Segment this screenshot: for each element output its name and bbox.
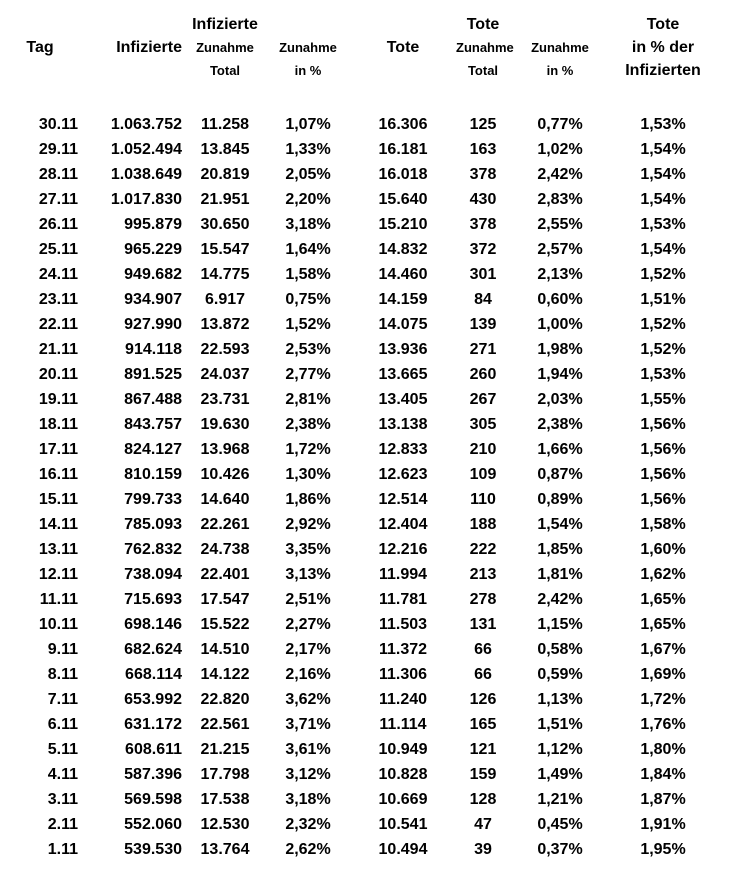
table-row (0, 637, 744, 662)
table-row (0, 437, 744, 462)
table-row (0, 362, 744, 387)
cell-infizierte-zunahme-total: 13.845 (200, 141, 250, 158)
table-row (0, 337, 744, 362)
cell-infizierte: 799.733 (124, 491, 182, 508)
cell-tote: 12.404 (378, 516, 428, 533)
cell-tote-prozent-der-infizierten: 1,72% (640, 691, 686, 708)
cell-tote: 11.114 (379, 716, 427, 733)
table-row (0, 512, 744, 537)
cell-tote-zunahme-prozent: 2,55% (537, 216, 583, 233)
cell-tote: 13.936 (378, 341, 428, 358)
cell-infizierte-zunahme-prozent: 3,12% (285, 766, 331, 783)
cell-infizierte-zunahme-prozent: 3,61% (285, 741, 331, 758)
cell-tote-zunahme-prozent: 1,21% (537, 791, 583, 808)
cell-tote-zunahme-total: 163 (469, 141, 497, 158)
header-infizierte-zunahme: Zunahme (196, 40, 254, 55)
cell-infizierte-zunahme-total: 17.798 (200, 766, 250, 783)
cell-infizierte-zunahme-prozent: 2,53% (285, 341, 331, 358)
cell-infizierte-zunahme-prozent: 0,75% (285, 291, 331, 308)
table-row (0, 462, 744, 487)
header-infizierte: Infizierte (116, 39, 182, 56)
cell-infizierte: 785.093 (124, 516, 182, 533)
cell-infizierte-zunahme-total: 30.650 (200, 216, 250, 233)
cell-tote-zunahme-total: 139 (469, 316, 497, 333)
cell-infizierte-zunahme-prozent: 3,62% (285, 691, 331, 708)
header-infizierte-zunahme-pct: Zunahme (279, 40, 337, 55)
cell-tote-zunahme-prozent: 2,42% (537, 166, 583, 183)
cell-tote-prozent-der-infizierten: 1,91% (640, 816, 686, 833)
cell-tote-zunahme-total: 378 (469, 216, 497, 233)
table-header (0, 13, 744, 82)
cell-tote: 14.075 (378, 316, 428, 333)
cell-infizierte-zunahme-prozent: 2,17% (285, 641, 331, 658)
cell-tote-zunahme-total: 47 (474, 816, 492, 833)
header-tote-pct-line1: Tote (646, 16, 680, 33)
cell-infizierte: 867.488 (124, 391, 182, 408)
cell-tote-zunahme-total: 159 (469, 766, 497, 783)
cell-tote-zunahme-total: 430 (469, 191, 497, 208)
cell-tote: 12.623 (378, 466, 428, 483)
table-row (0, 187, 744, 212)
cell-infizierte-zunahme-prozent: 3,35% (285, 541, 331, 558)
cell-tote-prozent-der-infizierten: 1,76% (640, 716, 686, 733)
cell-tote: 10.494 (378, 841, 428, 858)
cell-tote: 10.669 (378, 791, 428, 808)
cell-infizierte-zunahme-prozent: 2,27% (285, 616, 331, 633)
cell-tote-prozent-der-infizierten: 1,84% (640, 766, 686, 783)
table-body (0, 112, 744, 862)
cell-tote-zunahme-total: 210 (469, 441, 497, 458)
table-row (0, 787, 744, 812)
table-row (0, 537, 744, 562)
cell-tote-zunahme-total: 131 (469, 616, 497, 633)
cell-tote-zunahme-total: 165 (469, 716, 497, 733)
cell-tag: 10.11 (38, 616, 78, 633)
cell-tote-zunahme-prozent: 2,03% (537, 391, 583, 408)
cell-infizierte-zunahme-prozent: 1,30% (285, 466, 331, 483)
cell-tote-zunahme-prozent: 0,45% (537, 816, 583, 833)
cell-infizierte-zunahme-prozent: 1,07% (285, 116, 331, 133)
cell-tote: 15.640 (378, 191, 428, 208)
cell-tote-prozent-der-infizierten: 1,67% (640, 641, 686, 658)
cell-tote-zunahme-prozent: 1,51% (537, 716, 583, 733)
table-row (0, 712, 744, 737)
cell-tote: 11.240 (378, 691, 428, 708)
table-row (0, 237, 744, 262)
cell-tag: 24.11 (38, 266, 78, 283)
table-row (0, 562, 744, 587)
cell-infizierte: 843.757 (124, 416, 182, 433)
cell-infizierte: 552.060 (124, 816, 182, 833)
cell-tote-zunahme-total: 66 (474, 641, 492, 658)
cell-infizierte-zunahme-prozent: 2,51% (285, 591, 331, 608)
cell-tote-prozent-der-infizierten: 1,56% (640, 441, 686, 458)
cell-tote-zunahme-prozent: 0,60% (537, 291, 583, 308)
cell-infizierte-zunahme-total: 14.775 (200, 266, 250, 283)
cell-infizierte-zunahme-total: 22.261 (200, 516, 250, 533)
cell-tote-zunahme-prozent: 1,81% (537, 566, 583, 583)
cell-tote-zunahme-total: 66 (474, 666, 492, 683)
cell-infizierte-zunahme-total: 24.037 (200, 366, 250, 383)
cell-tote-zunahme-prozent: 2,13% (537, 266, 583, 283)
cell-infizierte-zunahme-prozent: 2,92% (285, 516, 331, 533)
cell-infizierte-zunahme-total: 14.122 (200, 666, 250, 683)
cell-infizierte: 949.682 (124, 266, 182, 283)
cell-infizierte-zunahme-prozent: 2,32% (285, 816, 331, 833)
cell-tote-zunahme-total: 378 (469, 166, 497, 183)
cell-infizierte-zunahme-prozent: 2,20% (285, 191, 331, 208)
cell-tag: 20.11 (38, 366, 78, 383)
cell-tote-zunahme-total: 128 (469, 791, 497, 808)
cell-infizierte-zunahme-total: 10.426 (200, 466, 250, 483)
cell-tote-prozent-der-infizierten: 1,56% (640, 466, 686, 483)
table-row (0, 137, 744, 162)
cell-tote-prozent-der-infizierten: 1,60% (640, 541, 686, 558)
table-row (0, 837, 744, 862)
cell-infizierte: 1.017.830 (110, 191, 182, 208)
cell-tote-prozent-der-infizierten: 1,51% (640, 291, 686, 308)
cell-tote-zunahme-total: 125 (469, 116, 497, 133)
cell-tote: 14.460 (378, 266, 428, 283)
cell-infizierte-zunahme-prozent: 2,62% (285, 841, 331, 858)
cell-tote-zunahme-prozent: 1,85% (537, 541, 583, 558)
cell-infizierte: 762.832 (124, 541, 182, 558)
cell-tag: 26.11 (38, 216, 78, 233)
header-tote-zunahme: Zunahme (456, 40, 514, 55)
cell-tote: 11.306 (378, 666, 428, 683)
cell-tote-prozent-der-infizierten: 1,54% (640, 141, 686, 158)
cell-infizierte-zunahme-total: 21.215 (200, 741, 250, 758)
cell-infizierte-zunahme-prozent: 1,64% (285, 241, 331, 258)
cell-tag: 25.11 (38, 241, 78, 258)
cell-tote-zunahme-prozent: 1,54% (537, 516, 583, 533)
cell-tote-zunahme-total: 260 (469, 366, 497, 383)
cell-infizierte-zunahme-total: 22.820 (200, 691, 250, 708)
cell-infizierte: 824.127 (124, 441, 182, 458)
cell-tote-zunahme-prozent: 1,15% (537, 616, 583, 633)
cell-tag: 2.11 (47, 816, 78, 833)
cell-infizierte: 608.611 (125, 741, 182, 758)
cell-tote-prozent-der-infizierten: 1,62% (640, 566, 686, 583)
header-tote-group: Tote (466, 16, 500, 33)
cell-tag: 23.11 (38, 291, 78, 308)
cell-tote: 14.832 (378, 241, 428, 258)
cell-tag: 16.11 (38, 466, 78, 483)
cell-infizierte-zunahme-total: 22.401 (200, 566, 250, 583)
cell-tote-zunahme-prozent: 1,02% (537, 141, 583, 158)
cell-tote: 15.210 (378, 216, 428, 233)
table-row (0, 312, 744, 337)
cell-tote: 11.372 (378, 641, 428, 658)
cell-tote-prozent-der-infizierten: 1,52% (640, 266, 686, 283)
cell-tote-zunahme-total: 271 (469, 341, 497, 358)
cell-tote-prozent-der-infizierten: 1,53% (640, 116, 686, 133)
cell-tote-prozent-der-infizierten: 1,52% (640, 316, 686, 333)
cell-infizierte: 715.693 (124, 591, 182, 608)
cell-tote-zunahme-total: 278 (469, 591, 497, 608)
cell-tote-zunahme-prozent: 1,00% (537, 316, 583, 333)
cell-infizierte-zunahme-total: 20.819 (200, 166, 250, 183)
cell-tag: 12.11 (38, 566, 78, 583)
cell-infizierte-zunahme-total: 11.258 (200, 116, 250, 133)
cell-tote: 13.138 (378, 416, 428, 433)
header-tag: Tag (26, 39, 54, 56)
cell-infizierte: 682.624 (124, 641, 182, 658)
cell-tote-prozent-der-infizierten: 1,65% (640, 616, 686, 633)
header-row-2 (0, 36, 744, 59)
cell-tote-zunahme-prozent: 0,37% (537, 841, 583, 858)
cell-tag: 19.11 (38, 391, 78, 408)
header-infizierte-group: Infizierte (192, 16, 258, 33)
cell-infizierte-zunahme-total: 21.951 (200, 191, 250, 208)
cell-tote: 12.514 (378, 491, 428, 508)
cell-tote-prozent-der-infizierten: 1,87% (640, 791, 686, 808)
cell-tote-zunahme-prozent: 2,83% (537, 191, 583, 208)
cell-infizierte-zunahme-total: 13.872 (200, 316, 250, 333)
cell-tag: 8.11 (47, 666, 78, 683)
cell-infizierte: 927.990 (124, 316, 182, 333)
cell-infizierte-zunahme-total: 23.731 (200, 391, 250, 408)
cell-tote: 10.541 (378, 816, 428, 833)
cell-tote-prozent-der-infizierten: 1,54% (640, 166, 686, 183)
cell-tote-prozent-der-infizierten: 1,54% (640, 191, 686, 208)
cell-tote-zunahme-prozent: 0,59% (537, 666, 583, 683)
table-row (0, 662, 744, 687)
cell-tag: 22.11 (38, 316, 78, 333)
cell-infizierte: 631.172 (124, 716, 182, 733)
cell-tote-zunahme-prozent: 0,58% (537, 641, 583, 658)
cell-tag: 21.11 (38, 341, 78, 358)
table-row (0, 212, 744, 237)
table-row (0, 387, 744, 412)
cell-tag: 15.11 (38, 491, 78, 508)
cell-tote-zunahme-total: 109 (469, 466, 497, 483)
cell-infizierte: 1.038.649 (110, 166, 182, 183)
cell-infizierte: 698.146 (124, 616, 182, 633)
cell-tag: 14.11 (38, 516, 78, 533)
cell-tote-zunahme-prozent: 0,87% (537, 466, 583, 483)
cell-tag: 1.11 (47, 841, 78, 858)
cell-infizierte: 539.530 (124, 841, 182, 858)
cell-tag: 6.11 (47, 716, 78, 733)
cell-tote-zunahme-prozent: 1,66% (537, 441, 583, 458)
cell-infizierte-zunahme-prozent: 1,72% (285, 441, 331, 458)
cell-infizierte-zunahme-prozent: 1,86% (285, 491, 331, 508)
cell-tote-zunahme-total: 301 (469, 266, 497, 283)
cell-tote-zunahme-prozent: 2,57% (537, 241, 583, 258)
table-row (0, 262, 744, 287)
cell-infizierte-zunahme-total: 15.522 (200, 616, 250, 633)
cell-infizierte-zunahme-total: 22.561 (200, 716, 250, 733)
cell-infizierte: 569.598 (124, 791, 182, 808)
cell-tote-zunahme-prozent: 1,12% (537, 741, 583, 758)
cell-infizierte-zunahme-prozent: 3,13% (285, 566, 331, 583)
cell-tote: 12.833 (378, 441, 428, 458)
cell-tote-zunahme-prozent: 2,42% (537, 591, 583, 608)
cell-tote-zunahme-prozent: 2,38% (537, 416, 583, 433)
cell-infizierte-zunahme-total: 12.530 (200, 816, 250, 833)
cell-tote-zunahme-total: 305 (469, 416, 497, 433)
cell-tote-prozent-der-infizierten: 1,56% (640, 416, 686, 433)
cell-tote-prozent-der-infizierten: 1,95% (640, 841, 686, 858)
cell-tote-prozent-der-infizierten: 1,56% (640, 491, 686, 508)
cell-tote-zunahme-prozent: 1,98% (537, 341, 583, 358)
cell-tote-zunahme-prozent: 1,49% (537, 766, 583, 783)
cell-tote: 13.405 (378, 391, 428, 408)
cell-infizierte: 810.159 (124, 466, 182, 483)
cell-tote: 10.828 (378, 766, 428, 783)
cell-tote-zunahme-total: 84 (474, 291, 492, 308)
cell-infizierte: 653.992 (124, 691, 182, 708)
table-row (0, 762, 744, 787)
header-row-1 (0, 13, 744, 36)
cell-tote: 11.503 (378, 616, 428, 633)
cell-infizierte-zunahme-total: 15.547 (200, 241, 250, 258)
cell-tote: 16.018 (378, 166, 428, 183)
cell-tote-zunahme-prozent: 1,13% (537, 691, 583, 708)
cell-infizierte-zunahme-total: 24.738 (200, 541, 250, 558)
cell-infizierte: 1.063.752 (110, 116, 182, 133)
cell-infizierte-zunahme-prozent: 1,33% (285, 141, 331, 158)
cell-infizierte: 891.525 (124, 366, 182, 383)
cell-infizierte: 587.396 (124, 766, 182, 783)
table-row (0, 487, 744, 512)
cell-tag: 18.11 (38, 416, 78, 433)
cell-infizierte-zunahme-prozent: 1,58% (285, 266, 331, 283)
cell-infizierte-zunahme-total: 14.640 (200, 491, 250, 508)
cell-tag: 3.11 (47, 791, 78, 808)
cell-tote: 11.994 (378, 566, 428, 583)
header-tote-zunahme-pct: Zunahme (531, 40, 589, 55)
cell-tote-zunahme-total: 188 (469, 516, 497, 533)
cell-infizierte: 965.229 (124, 241, 182, 258)
cell-tote-prozent-der-infizierten: 1,69% (640, 666, 686, 683)
cell-tote-zunahme-total: 126 (469, 691, 497, 708)
cell-tote: 12.216 (378, 541, 428, 558)
cell-tote-zunahme-total: 222 (469, 541, 497, 558)
cell-infizierte-zunahme-prozent: 2,38% (285, 416, 331, 433)
cell-infizierte-zunahme-total: 13.968 (200, 441, 250, 458)
cell-infizierte: 914.118 (125, 341, 182, 358)
table-row (0, 612, 744, 637)
cell-infizierte-zunahme-total: 17.547 (200, 591, 250, 608)
cell-tote-zunahme-total: 39 (474, 841, 492, 858)
header-infizierte-zunahme-total: Total (209, 63, 241, 78)
table-row (0, 587, 744, 612)
cell-infizierte-zunahme-prozent: 2,77% (285, 366, 331, 383)
cell-tote-prozent-der-infizierten: 1,53% (640, 216, 686, 233)
cell-tote-zunahme-total: 267 (469, 391, 497, 408)
header-infizierte-zunahme-in-pct: in % (294, 63, 322, 78)
cell-tag: 11.11 (39, 591, 78, 608)
cell-tote: 11.781 (378, 591, 428, 608)
cell-infizierte: 738.094 (124, 566, 182, 583)
cell-tag: 30.11 (38, 116, 78, 133)
cell-infizierte-zunahme-prozent: 3,71% (285, 716, 331, 733)
cell-tag: 28.11 (38, 166, 78, 183)
cell-tag: 9.11 (47, 641, 78, 658)
cell-tote-prozent-der-infizierten: 1,53% (640, 366, 686, 383)
cell-infizierte: 995.879 (124, 216, 182, 233)
cell-tag: 13.11 (38, 541, 78, 558)
cell-infizierte-zunahme-total: 17.538 (200, 791, 250, 808)
cell-tag: 29.11 (38, 141, 78, 158)
cell-tote: 16.306 (378, 116, 428, 133)
table-row (0, 737, 744, 762)
cell-infizierte: 934.907 (124, 291, 182, 308)
cell-tote-zunahme-prozent: 0,89% (537, 491, 583, 508)
cell-infizierte-zunahme-total: 22.593 (200, 341, 250, 358)
cell-infizierte-zunahme-total: 6.917 (204, 291, 246, 308)
table-row (0, 112, 744, 137)
header-tote-pct-line2: in % der (631, 39, 695, 56)
cell-tote-prozent-der-infizierten: 1,52% (640, 341, 686, 358)
cell-tag: 4.11 (47, 766, 78, 783)
cell-tote-prozent-der-infizierten: 1,65% (640, 591, 686, 608)
header-tote-zunahme-total: Total (467, 63, 499, 78)
cell-tote-zunahme-total: 372 (469, 241, 497, 258)
cell-tote: 16.181 (378, 141, 428, 158)
cell-infizierte-zunahme-prozent: 2,16% (285, 666, 331, 683)
cell-infizierte-zunahme-prozent: 2,81% (285, 391, 331, 408)
cell-tag: 17.11 (38, 441, 78, 458)
cell-infizierte-zunahme-total: 14.510 (200, 641, 250, 658)
cell-infizierte: 1.052.494 (110, 141, 182, 158)
cell-tote-zunahme-total: 121 (469, 741, 497, 758)
cell-infizierte-zunahme-prozent: 1,52% (285, 316, 331, 333)
cell-tag: 7.11 (47, 691, 78, 708)
cell-infizierte-zunahme-prozent: 2,05% (285, 166, 331, 183)
cell-tote-prozent-der-infizierten: 1,80% (640, 741, 686, 758)
cell-tote-zunahme-total: 110 (470, 491, 496, 508)
cell-tote-zunahme-total: 213 (469, 566, 497, 583)
cell-infizierte-zunahme-total: 19.630 (200, 416, 250, 433)
cell-tote: 13.665 (378, 366, 428, 383)
cell-tote-zunahme-prozent: 1,94% (537, 366, 583, 383)
table-row (0, 162, 744, 187)
cell-tote-prozent-der-infizierten: 1,54% (640, 241, 686, 258)
header-tote-pct-line3: Infizierten (625, 62, 701, 79)
cell-tag: 5.11 (47, 741, 78, 758)
cell-infizierte-zunahme-total: 13.764 (200, 841, 250, 858)
cell-tote: 10.949 (378, 741, 428, 758)
cell-infizierte-zunahme-prozent: 3,18% (285, 791, 331, 808)
table-row (0, 687, 744, 712)
table-row (0, 287, 744, 312)
cell-tote: 14.159 (378, 291, 428, 308)
header-row-3 (0, 59, 744, 82)
table-row (0, 812, 744, 837)
header-tote-zunahme-in-pct: in % (546, 63, 574, 78)
cell-tote-zunahme-prozent: 0,77% (537, 116, 583, 133)
cell-tag: 27.11 (38, 191, 78, 208)
cell-tote-prozent-der-infizierten: 1,58% (640, 516, 686, 533)
cell-infizierte-zunahme-prozent: 3,18% (285, 216, 331, 233)
table-row (0, 412, 744, 437)
cell-tote-prozent-der-infizierten: 1,55% (640, 391, 686, 408)
header-tote: Tote (386, 39, 420, 56)
cell-infizierte: 668.114 (125, 666, 182, 683)
